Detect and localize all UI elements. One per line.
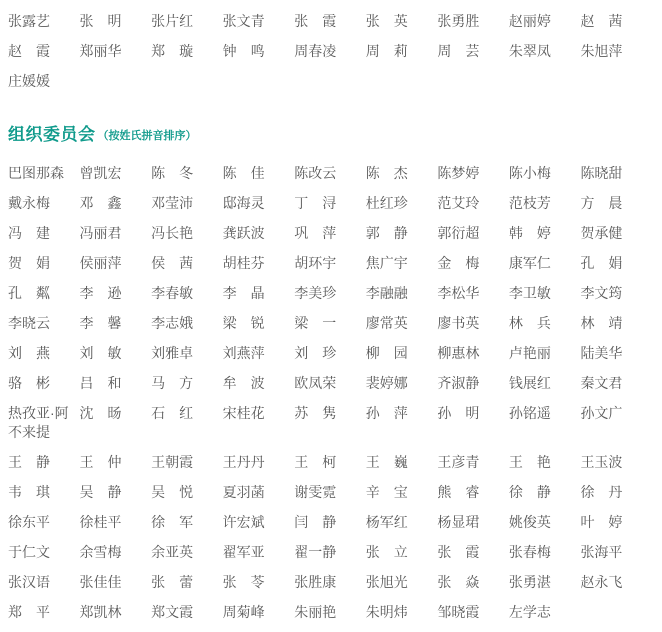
name-cell: 郑璇 bbox=[151, 43, 194, 59]
name-cell: 邸海灵 bbox=[222, 195, 265, 211]
name-cell: 骆彬 bbox=[8, 375, 50, 391]
name-cell: 欧凤荣 bbox=[294, 375, 337, 391]
name-cell: 孙萍 bbox=[365, 405, 408, 421]
name-cell: 刘燕 bbox=[8, 345, 50, 361]
name-cell: 张霞 bbox=[294, 13, 337, 29]
name-cell: 戴永梅 bbox=[8, 195, 50, 211]
name-cell: 冯长艳 bbox=[151, 225, 194, 241]
name-cell: 熊睿 bbox=[437, 484, 480, 500]
name-cell: 陈梦婷 bbox=[437, 165, 480, 181]
name-cell: 李晓云 bbox=[8, 315, 50, 331]
name-cell: 张海平 bbox=[580, 544, 623, 560]
name-cell: 沈旸 bbox=[79, 405, 122, 421]
name-cell: 张焱 bbox=[437, 574, 480, 590]
name-cell: 周芸 bbox=[437, 43, 480, 59]
name-cell: 焦广宇 bbox=[365, 255, 408, 271]
name-cell: 陈小梅 bbox=[508, 165, 551, 181]
name-cell: 王朝霞 bbox=[151, 454, 194, 470]
name-cell: 韦琪 bbox=[8, 484, 50, 500]
name-cell: 余亚英 bbox=[151, 544, 194, 560]
name-cell: 刘珍 bbox=[294, 345, 337, 361]
name-cell: 谢雯霓 bbox=[294, 484, 337, 500]
name-cell: 廖常英 bbox=[365, 315, 408, 331]
name-cell: 余雪梅 bbox=[79, 544, 122, 560]
name-cell: 李文筠 bbox=[580, 285, 623, 301]
name-cell: 孔粼 bbox=[8, 285, 50, 301]
section-header bbox=[8, 120, 652, 145]
name-cell: 张勇胜 bbox=[437, 13, 480, 29]
name-cell: 胡环宇 bbox=[294, 255, 337, 271]
name-cell: 康军仁 bbox=[508, 255, 551, 271]
name-cell: 朱丽艳 bbox=[294, 604, 337, 620]
previous-section-names-grid bbox=[8, 12, 652, 91]
name-cell: 许宏斌 bbox=[222, 514, 265, 530]
name-cell: 郑凯林 bbox=[79, 604, 122, 620]
name-cell: 王仲 bbox=[79, 454, 122, 470]
name-cell: 龚跃波 bbox=[222, 225, 265, 241]
name-cell: 徐桂平 bbox=[79, 514, 122, 530]
name-cell: 丁浔 bbox=[294, 195, 337, 211]
name-cell: 侯丽萍 bbox=[79, 255, 122, 271]
name-cell: 周菊峰 bbox=[222, 604, 265, 620]
name-cell: 金梅 bbox=[437, 255, 480, 271]
name-cell: 韩婷 bbox=[508, 225, 551, 241]
name-cell: 朱旭萍 bbox=[580, 43, 623, 59]
name-cell: 陈改云 bbox=[294, 165, 337, 181]
name-cell: 秦文君 bbox=[580, 375, 623, 391]
name-cell: 赵茜 bbox=[580, 13, 623, 29]
name-cell: 张苓 bbox=[222, 574, 265, 590]
name-cell: 张明 bbox=[79, 13, 122, 29]
name-cell: 陈杰 bbox=[365, 165, 408, 181]
name-cell: 马方 bbox=[151, 375, 194, 391]
name-cell: 郑丽华 bbox=[79, 43, 122, 59]
name-cell: 方晨 bbox=[580, 195, 623, 211]
name-cell: 张佳佳 bbox=[79, 574, 122, 590]
name-cell: 张露艺 bbox=[8, 13, 50, 29]
name-cell: 李志娥 bbox=[151, 315, 194, 331]
name-cell: 郑文霞 bbox=[151, 604, 194, 620]
name-cell: 李逊 bbox=[79, 285, 122, 301]
name-cell: 范枝芳 bbox=[508, 195, 551, 211]
name-cell: 朱翠凤 bbox=[508, 43, 551, 59]
name-cell: 徐丹 bbox=[580, 484, 623, 500]
name-cell: 郭衍超 bbox=[437, 225, 480, 241]
name-cell: 张勇湛 bbox=[508, 574, 551, 590]
name-cell: 吕和 bbox=[79, 375, 122, 391]
name-cell: 陆美华 bbox=[580, 345, 623, 361]
name-cell: 郭静 bbox=[365, 225, 408, 241]
name-cell: 钟鸣 bbox=[222, 43, 265, 59]
name-cell: 张胜康 bbox=[294, 574, 337, 590]
name-cell: 冯丽君 bbox=[79, 225, 122, 241]
name-cell: 张文青 bbox=[222, 13, 265, 29]
name-cell: 王彦青 bbox=[437, 454, 480, 470]
name-cell: 陈冬 bbox=[151, 165, 194, 181]
name-cell: 冯建 bbox=[8, 225, 50, 241]
name-cell: 吴悦 bbox=[151, 484, 194, 500]
name-cell: 梁锐 bbox=[222, 315, 265, 331]
name-cell: 王丹丹 bbox=[222, 454, 265, 470]
name-cell: 张立 bbox=[365, 544, 408, 560]
name-cell: 李融融 bbox=[365, 285, 408, 301]
name-cell: 张蕾 bbox=[151, 574, 194, 590]
name-cell: 王柯 bbox=[294, 454, 337, 470]
name-cell: 孙铭遥 bbox=[508, 405, 551, 421]
name-cell: 巴图那森 bbox=[8, 165, 64, 181]
name-cell: 张春梅 bbox=[508, 544, 551, 560]
name-cell: 李松华 bbox=[437, 285, 480, 301]
name-cell: 刘燕萍 bbox=[222, 345, 265, 361]
name-cell: 牟波 bbox=[222, 375, 265, 391]
name-cell: 邹晓霞 bbox=[437, 604, 480, 620]
name-cell: 叶婷 bbox=[580, 514, 623, 530]
name-cell: 林靖 bbox=[580, 315, 623, 331]
name-cell: 张旭光 bbox=[365, 574, 408, 590]
committee-names-grid bbox=[8, 164, 652, 622]
section-title: 组织委员会 bbox=[8, 125, 96, 144]
name-cell: 邓鑫 bbox=[79, 195, 122, 211]
name-cell: 张片红 bbox=[151, 13, 194, 29]
name-cell: 王玉波 bbox=[580, 454, 623, 470]
name-cell: 夏羽菡 bbox=[222, 484, 265, 500]
name-cell: 赵霞 bbox=[8, 43, 50, 59]
name-cell: 朱明炜 bbox=[365, 604, 408, 620]
name-cell: 刘雅卓 bbox=[151, 345, 194, 361]
name-cell: 孙文广 bbox=[580, 405, 623, 421]
name-cell: 闫静 bbox=[294, 514, 337, 530]
name-cell: 苏隽 bbox=[294, 405, 337, 421]
name-cell: 王巍 bbox=[365, 454, 408, 470]
name-cell: 钱展红 bbox=[508, 375, 551, 391]
name-cell: 胡桂芬 bbox=[222, 255, 265, 271]
name-cell: 徐静 bbox=[508, 484, 551, 500]
name-cell: 巩萍 bbox=[294, 225, 337, 241]
name-cell: 徐军 bbox=[151, 514, 194, 530]
name-cell: 杨军红 bbox=[365, 514, 408, 530]
name-cell: 孙明 bbox=[437, 405, 480, 421]
name-cell: 杜红珍 bbox=[365, 195, 408, 211]
name-cell: 李晶 bbox=[222, 285, 265, 301]
name-cell: 范艾玲 bbox=[437, 195, 480, 211]
name-cell: 梁一 bbox=[294, 315, 337, 331]
name-cell: 陈佳 bbox=[222, 165, 265, 181]
name-cell: 贺娟 bbox=[8, 255, 50, 271]
name-cell: 孔娟 bbox=[580, 255, 623, 271]
name-cell: 齐淑静 bbox=[437, 375, 480, 391]
name-cell: 庄媛媛 bbox=[8, 73, 50, 89]
name-cell: 赵永飞 bbox=[580, 574, 623, 590]
name-cell: 柳园 bbox=[365, 345, 408, 361]
name-cell: 翟军亚 bbox=[222, 544, 265, 560]
name-cell: 宋桂花 bbox=[222, 405, 265, 421]
name-cell: 陈晓甜 bbox=[580, 165, 623, 181]
name-cell: 李卫敏 bbox=[508, 285, 551, 301]
name-cell: 姚俊英 bbox=[508, 514, 551, 530]
name-cell: 徐东平 bbox=[8, 514, 50, 530]
section-subtitle: （按姓氏拼音排序） bbox=[97, 130, 197, 142]
name-cell: 刘敏 bbox=[79, 345, 122, 361]
name-cell: 辛宝 bbox=[365, 484, 408, 500]
name-cell: 贺承健 bbox=[580, 225, 623, 241]
name-cell: 林兵 bbox=[508, 315, 551, 331]
name-cell: 周莉 bbox=[365, 43, 408, 59]
name-cell: 王艳 bbox=[508, 454, 551, 470]
name-cell: 吴静 bbox=[79, 484, 122, 500]
name-cell: 卢艳丽 bbox=[508, 345, 551, 361]
name-cell: 左学志 bbox=[508, 604, 551, 620]
name-cell: 于仁文 bbox=[8, 544, 50, 560]
name-cell: 郑平 bbox=[8, 604, 50, 620]
name-cell: 裴婷娜 bbox=[365, 375, 408, 391]
name-cell: 赵丽婷 bbox=[508, 13, 551, 29]
name-cell: 热孜亚·阿不来提 bbox=[8, 405, 69, 440]
name-cell: 杨显珺 bbox=[437, 514, 480, 530]
name-cell: 周春凌 bbox=[294, 43, 337, 59]
name-cell: 张英 bbox=[365, 13, 408, 29]
name-cell: 李美珍 bbox=[294, 285, 337, 301]
name-cell: 王静 bbox=[8, 454, 50, 470]
name-cell: 李馨 bbox=[79, 315, 122, 331]
name-cell: 石红 bbox=[151, 405, 194, 421]
name-cell: 邓莹沛 bbox=[151, 195, 194, 211]
name-cell: 翟一静 bbox=[294, 544, 337, 560]
name-cell: 柳惠林 bbox=[437, 345, 480, 361]
name-cell: 李春敏 bbox=[151, 285, 194, 301]
name-cell: 廖书英 bbox=[437, 315, 480, 331]
name-cell: 张霞 bbox=[437, 544, 480, 560]
name-cell: 侯茜 bbox=[151, 255, 194, 271]
name-cell: 张汉语 bbox=[8, 574, 50, 590]
name-cell: 曾凯宏 bbox=[79, 165, 122, 181]
